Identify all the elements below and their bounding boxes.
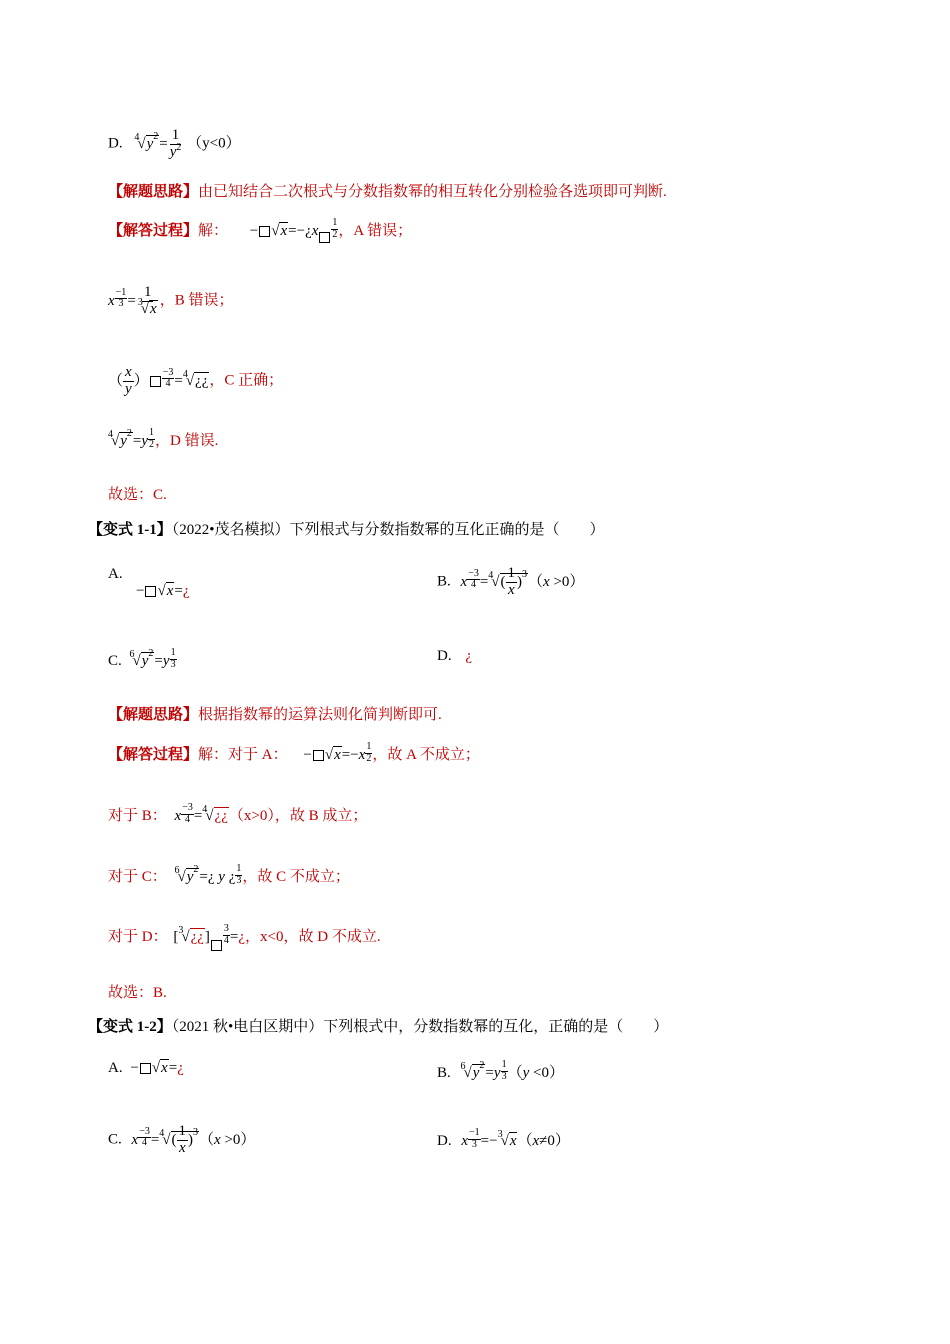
formula: $^4√y^2=$ $\frac{1}{y^2}$	[134, 127, 182, 160]
formula: $^6√y^2=y$ $\frac{1}{3}$	[129, 647, 176, 670]
formula: − √x=−¿x $\frac{1}{2}$	[250, 223, 339, 239]
formula: （ $\frac{x}{y}$ ） $\frac{-3}{4}$ =$^4$√¿¿	[108, 364, 209, 397]
formula: x $\frac{-3}{4}$ =$^4$√( $\frac{1}{x}$ )$^3$（x >0）	[460, 565, 585, 598]
variant-1-1-option-d: D. ¿	[437, 648, 473, 664]
variant-1-1-option-b: B. x $\frac{-3}{4}$ =$^4$√( $\frac{1}{x}$ )$^3$（x >0）	[437, 565, 585, 598]
variant-1-1-title: 【变式 1-1】（2022•茂名模拟）下列根式与分数指数幂的互化正确的是（ ）	[88, 522, 605, 538]
formula: $^6√y^2=y$ $\frac{1}{3}$ （y <0）	[460, 1059, 564, 1082]
variant-1-1-option-c: C. $^6√y^2=y$ $\frac{1}{3}$	[108, 647, 176, 670]
formula: x $\frac{-1}{3}$ = $\frac{1}{^3√x}$	[108, 284, 157, 317]
prev-answer: 故选：C.	[108, 487, 167, 503]
formula: $^4√y^2=y$ $\frac{1}{2}$	[108, 427, 155, 450]
formula: − √x=−x $\frac{1}{2}$	[303, 741, 372, 764]
formula: − √x=¿	[136, 583, 190, 599]
variant-1-1-thought: 【解题思路】根据指数幂的运算法则化简判断即可.	[108, 707, 442, 723]
prev-process-c: （ $\frac{x}{y}$ ） $\frac{-3}{4}$ =$^4$√¿¿，C 正确；	[108, 364, 284, 397]
prev-process-a: 【解答过程】解： − √x=−¿x $\frac{1}{2}$ ，A 错误；	[108, 218, 412, 243]
formula: x $\frac{-1}{3}$ =−$^3$√x（x≠0）	[461, 1127, 570, 1150]
variant-1-2-title: 【变式 1-2】（2021 秋•电白区期中）下列根式中，分数指数幂的互化，正确的是（ ）	[88, 1019, 669, 1035]
prev-process-b: x $\frac{-1}{3}$ = $\frac{1}{^3√x}$ ，B 错误；	[108, 284, 234, 317]
variant-1-2-option-a: A. − √x=¿	[108, 1060, 184, 1076]
formula: x $\frac{-3}{4}$ =$^4$√( $\frac{1}{x}$ )$^3$（x >0）	[131, 1123, 256, 1156]
variant-1-1-answer: 故选：B.	[108, 985, 167, 1001]
formula: ¿	[465, 648, 473, 664]
variant-1-1-process-c: 对于 C： $^6√y^2=¿$ y ¿ $\frac{1}{3}$ ，故 C 不成立；	[108, 863, 350, 886]
variant-1-2-option-d: D. x $\frac{-1}{3}$ =−$^3$√x（x≠0）	[437, 1127, 570, 1150]
formula: [$^3$√¿¿] $\frac{3}{4}$ =¿	[173, 929, 245, 945]
variant-1-1-process-d: 对于 D： [$^3$√¿¿] $\frac{3}{4}$ =¿，x<0，故 D 不成立.	[108, 924, 381, 951]
variant-1-1-option-a: A. − √x=¿	[108, 566, 190, 599]
variant-1-1-process-b: 对于 B： x $\frac{-3}{4}$ =$^4$√¿¿（x>0），故 B 成立；	[108, 802, 368, 825]
formula: x $\frac{-3}{4}$ =$^4$√¿¿	[174, 802, 228, 825]
prev-process-d: $^4√y^2=y$ $\frac{1}{2}$ ，D 错误.	[108, 427, 219, 450]
variant-1-1-process-a: 【解答过程】解：对于 A： − √x=−x $\frac{1}{2}$ ，故 A 不成立；	[108, 741, 480, 764]
prev-thought: 【解题思路】由已知结合二次根式与分数指数幂的相互转化分别检验各选项即可判断.	[108, 184, 667, 200]
formula: − √x=¿	[130, 1060, 184, 1076]
prev-option-d: D. $^4√y^2=$ $\frac{1}{y^2}$ （y<0）	[108, 127, 241, 160]
formula: $^6√y^2=¿$ y ¿ $\frac{1}{3}$	[174, 863, 242, 886]
variant-1-2-option-c: C. x $\frac{-3}{4}$ =$^4$√( $\frac{1}{x}$ )$^3$（x >0）	[108, 1123, 256, 1156]
variant-1-2-option-b: B. $^6√y^2=y$ $\frac{1}{3}$ （y <0）	[437, 1059, 564, 1082]
